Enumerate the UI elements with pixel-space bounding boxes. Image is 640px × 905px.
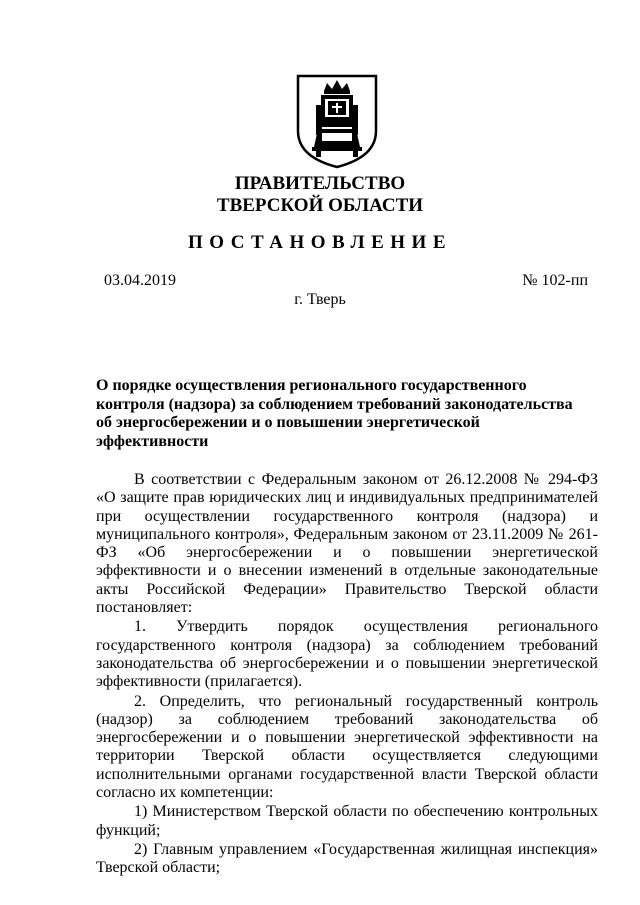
document-number: № 102-пп xyxy=(522,272,588,289)
document-date: 03.04.2019 xyxy=(104,272,176,289)
government-name-line2: ТВЕРСКОЙ ОБЛАСТИ xyxy=(216,195,424,216)
document-type-heading: ПОСТАНОВЛЕНИЕ xyxy=(187,232,453,253)
clause-1-paragraph: 1. Утвердить порядок осуществления регионального государственного контроля (надзора) за соблюдением требований законодательства об энергосбережении и о повышении энергетической эффективности (прилагается). xyxy=(96,618,598,691)
clause-2-paragraph: 2. Определить, что региональный государственный контроль (надзор) за соблюдением требований законодательства об энергосбережении и о повышении энергетической эффективности на территории Тверской области осуществляется следующими исполнительными органами государственной власти Тверской области согласно их компетенции: xyxy=(96,692,598,802)
government-name-line1: ПРАВИТЕЛЬСТВО xyxy=(234,173,406,194)
preamble-paragraph: В соответствии с Федеральным законом от 26.12.2008 № 294-ФЗ «О защите прав юридических лиц и индивидуальных предпринимателей при осуществлении государственного контроля (надзора) и муниципального контроля», Федеральным законом от 23.11.2009 № 261-ФЗ «Об энергосбережении и о повышении энергетической эффективности и о внесении изменений в отдельные законодательные акты Российской Федерации» Правительство Тверской области постановляет: xyxy=(96,471,598,617)
tver-coat-of-arms-icon xyxy=(294,73,380,169)
document-subject xyxy=(96,377,576,451)
subject-line: О порядке осуществления регионального государственного xyxy=(96,377,527,394)
subclause-2-paragraph: 2) Главным управлением «Государственная жилищная инспекция» Тверской области; xyxy=(96,840,598,877)
subject-line: об энергосбережении и о повышении энергетической эффективности xyxy=(96,414,480,450)
subclause-1-paragraph: 1) Министерством Тверской области по обеспечению контрольных функций; xyxy=(96,803,598,839)
document-city: г. Тверь xyxy=(294,291,346,308)
subject-line: контроля (надзора) за соблюдением требований законодательства xyxy=(96,395,573,413)
document-body xyxy=(96,471,598,878)
